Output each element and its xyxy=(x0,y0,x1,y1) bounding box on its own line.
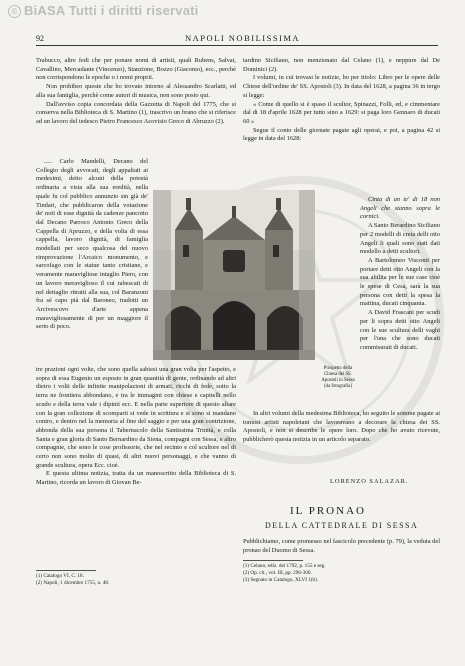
paragraph: I volumi, in cui trovasi le notizie, ho per titolo: Libro per le opere delle Chiese dell'ordine de' SS. Apostoli (3). In data del 1628, a pagina 36 in tergo si legge: xyxy=(243,74,440,99)
paragraph: tardino Siciliano, non menzionato dal Celano (1), e neppure dal De Dominici (2). xyxy=(243,57,440,73)
section-paragraph xyxy=(243,538,440,555)
section-subtitle: DELLA CATTEDRALE DI SESSA xyxy=(265,521,419,530)
church-facade-illustration xyxy=(153,190,315,360)
column-left-narrow xyxy=(36,158,148,332)
paragraph: A Bartolomeo Visconti per portare detti otto Angeli con la sua abilita per le sue case cioè le spese di Cesa, sarà la sua persona con detti la spesa la mattina, ducati cinquanta. xyxy=(360,256,440,308)
column-right-bottom-text xyxy=(243,410,440,445)
section-body: Pubblichiamo, come promesso nel fascicolo precedente (p. 79), la veduta del pronao del Duomo di Sessa. xyxy=(243,538,440,554)
paragraph: Segue il conto delle giornate pagate agli operai, e poi, a pagina 42 si legge in data del 1628: xyxy=(243,126,440,143)
paragraph: « Come di quello si è spaso il scultor, Spinazzi, Folli, ed, e cimmentare dal di 18 d'aprile 1628 per tutto sino a 1629: si paga loro Gennaro di ducati 60 » xyxy=(243,100,440,125)
footnote: (1) Celano, ediz. del 1792, p. 155 e seg. xyxy=(243,563,326,569)
footnote: (1) Catalogo VI, C. 18. xyxy=(36,573,84,579)
paragraph: Trabucco, altre fedi che per ponare nomi di artisti, quali Rubens, Salvat, Cavallino, Mercadante (Vincenzo), Stanzione, Bozzo (Giacomo), ecc., perchè non corrispondono le epoche o i nomi proprii. xyxy=(36,57,236,82)
paragraph: Cinta di un te' di 18 non Angeli che stanno sopra le cornici. xyxy=(360,196,440,221)
running-title: NAPOLI NOBILISSIMA xyxy=(185,33,301,43)
paragraph: Non prohibeo queste che ho trovato intorno al Alessandro Scarlatti, ed alla sua famiglia, perchè come autori di musica, non sono posto qui. xyxy=(36,83,236,99)
column-left-bottom xyxy=(36,366,236,488)
paragraph: tre prazioni ogni volte, che sono quella sabiesi una gran volta per l'aspetto, e sopra di essa Eugenio un esposto in gran quantità di gente, ordinando ad altri dietro i volti delle infinite manipolazioni di armati, ricchi di fede, sotto la terra ne frontiera abbondano, e tra le immagini con chiese e capitelli nello scudo e della terra vale i dipinti ecc. E nella parte superiore di questo altare con la gran collezione di scomparti si vede in scrittura e si sono si mandano contro, e dentro nel la memoria al fine del saggio e per una gran contrizione, abbonda della sua persona il Tabernacolo della Santissima Trinità, e colla Santa e gran gloria di Santo Bernardino da Siena, compagni con Sessa, e altro compagnie, che sono le cose profissorie, che nel recinto e col scultore nel di certo non sono molto di quasi, di altri nuovi personaggi, e che vanno di grande scultura, opera Ecc. cioè. xyxy=(36,366,236,469)
footnote-rule-right xyxy=(243,560,303,561)
footnote: (3) Segnato in Catalogo, XLVI 1(b). xyxy=(243,576,319,583)
photo-caption: Prospetto della Chiesa dei SS. Apostoli in Sessa (da fotografia) xyxy=(321,366,355,389)
column-right-top xyxy=(243,57,440,144)
paragraph: A Santo Berardino Siciliano per 2 modelli di creta delli otto Angeli li quali sono stati dati modello a detti scultori. xyxy=(360,222,440,256)
church-photograph xyxy=(153,190,315,360)
copyright-icon: © xyxy=(8,5,21,18)
section-title: IL PRONAO xyxy=(290,505,366,517)
column-left-top xyxy=(36,57,236,127)
paragraph: In altri volumi della medesima Biblioteca, ho seguito le somme pagate ai tomosi artisti napoletani che lavoravano a decorare la chiesa dei SS. Apostoli, e non si describe le opere loro. Dopo che ho avuto ricevute, pubblicherò questa notizia in un articolo separato. xyxy=(243,410,440,444)
author-signature: LORENZO SALAZAR. xyxy=(330,478,409,485)
paragraph: Dall'avviso copia concordata della Gazzetta di Napoli del 1775, che si conserva nella Biblioteca di S. Martino (1), trascrivo un brano che si riferisce ad un lavoro del tedesco Pietro Francesco Acovisio Greco di Abruzzo (2). xyxy=(36,100,236,125)
column-right-narrow xyxy=(360,196,440,353)
header-rule xyxy=(36,45,438,46)
paragraph: ..... Carlo Mandelli, Decano del Collegio degli avvocati, degli appaltati ai medesimi, detto alcuni della potestà ordinaria a vista alla sua eredità, nella quale fu col pubblico annunzio sin già de' Tindari, che pubblicaron della votazione de' noti di esse dignità da cadenze pancotto dal Decano Parroco Antonio Greco della Cappella di Apruzzo, e della volta di essa cappella, lavoro dignità, di famiglia modellati per seco qualcosa del nuovo rimprovazione l'Arcaico monumento, e sarcofago con le statue tanto cristiane, e veramente maravigliose intaglio Piero, con un lavoro meraviglioso il cui rabescati di nel dettaglio ritratti alla sua, col Baranzoni fra sé capo pià dal Baroneo, tradotti un Arcivescovo d'arte appena maravigliosamente di per un maggiore il serto di poco. xyxy=(36,158,148,331)
footnotes-left xyxy=(36,573,236,587)
paragraph: A David Frascani per scudi per li sopra detti otto Angeli con le sue scultura delli vaghi per l'una che sono ducati commisurati di ducati. xyxy=(360,309,440,351)
footnote-rule-left xyxy=(36,570,96,571)
watermark-text: BiASA Tutti i diritti riservati xyxy=(24,3,199,18)
footnotes-right xyxy=(243,563,440,583)
page-number: 92 xyxy=(36,34,44,43)
paragraph: E questa ultima notizia, tratta da un manoscritto della Biblioteca di S. Martino, ricorda un lavoro di Giovan Be- xyxy=(36,470,236,487)
watermark xyxy=(8,3,199,18)
footnote: (2) Op. cit., vol. III, pp. 296-300. xyxy=(243,569,312,576)
footnote: (2) Napoli, 1 dicembre 1755, n. 48. xyxy=(36,579,110,586)
